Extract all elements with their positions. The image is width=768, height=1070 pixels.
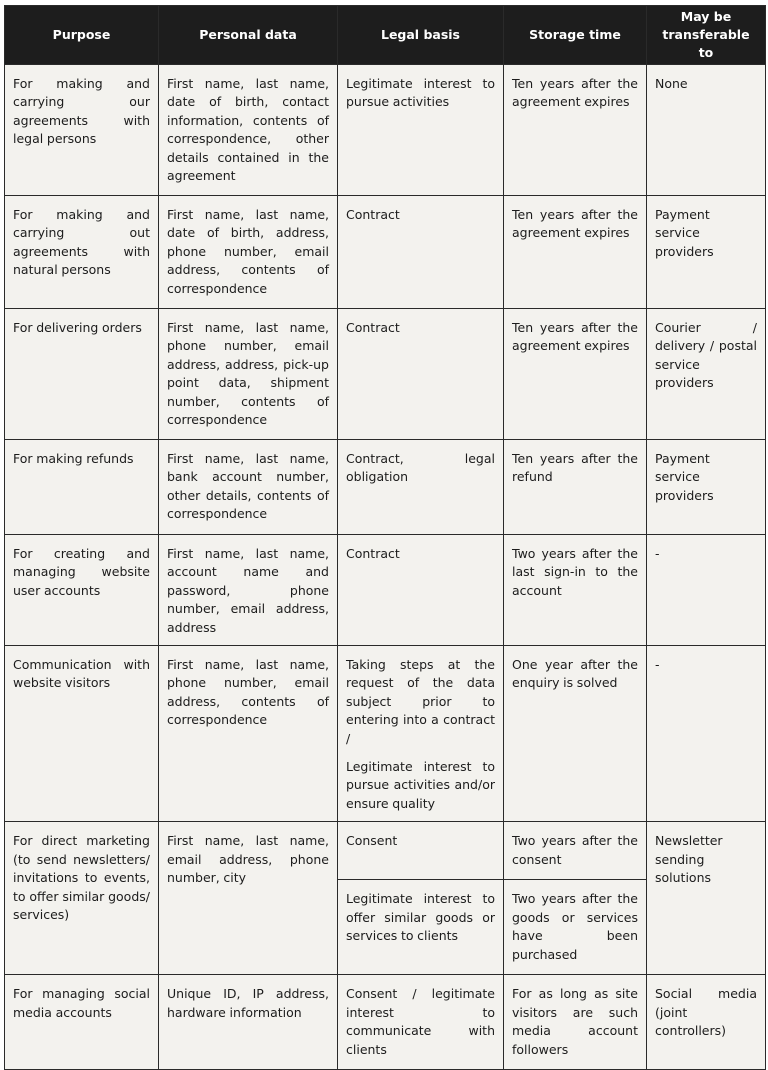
- cell-legal-basis: Contract, legal obligation: [338, 440, 504, 535]
- cell-personal-data: First name, last name, bank account number, other details, contents of correspondence: [159, 440, 338, 535]
- table-row: [5, 646, 766, 822]
- cell-legal-basis: Contract: [338, 309, 504, 440]
- cell-transferable-to: Courier / delivery / postal service providers: [647, 309, 766, 440]
- cell-purpose: For making and carrying our agreements with legal persons: [5, 65, 159, 196]
- cell-personal-data: First name, last name, account name and password, phone number, email address, address: [159, 535, 338, 646]
- table-row: [5, 440, 766, 535]
- cell-legal-basis: Contract: [338, 535, 504, 646]
- header-transferable-line2: transferable to: [662, 27, 750, 60]
- table-row: [5, 65, 766, 196]
- header-legal-basis: Legal basis: [338, 6, 504, 65]
- cell-legal-basis: Consent / legitimate interest to communicate with clients: [338, 975, 504, 1070]
- cell-storage-time: Ten years after the agreement expires: [504, 309, 647, 440]
- data-processing-table: [4, 5, 766, 1070]
- header-storage-time: Storage time: [504, 6, 647, 65]
- cell-personal-data: First name, last name, date of birth, address, phone number, email address, contents of correspondence: [159, 196, 338, 309]
- legal-basis-part-2: Legitimate interest to pursue activities and/or ensure quality: [346, 759, 495, 811]
- cell-storage-time: One year after the enquiry is solved: [504, 646, 647, 822]
- cell-legal-basis: Consent: [338, 822, 504, 880]
- header-row: [5, 6, 766, 65]
- table-header: [5, 6, 766, 65]
- cell-transferable-to: -: [647, 646, 766, 822]
- cell-legal-basis: Contract: [338, 196, 504, 309]
- cell-transferable-to: Newsletter sending solutions: [647, 822, 766, 975]
- header-transferable-to: [647, 6, 766, 65]
- table-row: [5, 196, 766, 309]
- table-body: [5, 65, 766, 1070]
- cell-legal-basis: Legitimate interest to offer similar goods or services to clients: [338, 880, 504, 975]
- cell-storage-time: Two years after the consent: [504, 822, 647, 880]
- table-row: [5, 822, 766, 880]
- cell-legal-basis: Legitimate interest to pursue activities: [338, 65, 504, 196]
- cell-transferable-to: None: [647, 65, 766, 196]
- cell-purpose: For creating and managing website user accounts: [5, 535, 159, 646]
- cell-purpose: For delivering orders: [5, 309, 159, 440]
- cell-transferable-to: Payment service providers: [647, 440, 766, 535]
- cell-purpose: For making refunds: [5, 440, 159, 535]
- cell-purpose: Communication with website visitors: [5, 646, 159, 822]
- cell-personal-data: First name, last name, phone number, email address, contents of correspondence: [159, 646, 338, 822]
- cell-storage-time: Ten years after the agreement expires: [504, 196, 647, 309]
- cell-personal-data: First name, last name, date of birth, contact information, contents of correspondence, other details contained in the agreement: [159, 65, 338, 196]
- header-purpose: Purpose: [5, 6, 159, 65]
- header-transferable-line1: May be: [680, 9, 732, 24]
- table-row: [5, 975, 766, 1070]
- cell-transferable-to: Social media (joint controllers): [647, 975, 766, 1070]
- cell-storage-time: Two years after the last sign-in to the account: [504, 535, 647, 646]
- cell-storage-time: Ten years after the refund: [504, 440, 647, 535]
- cell-personal-data: Unique ID, IP address, hardware information: [159, 975, 338, 1070]
- cell-purpose: For making and carrying out agreements with natural persons: [5, 196, 159, 309]
- cell-personal-data: First name, last name, phone number, email address, address, pick-up point data, shipment number, contents of correspondence: [159, 309, 338, 440]
- cell-storage-time: Ten years after the agreement expires: [504, 65, 647, 196]
- table-row: [5, 535, 766, 646]
- table-row: [5, 309, 766, 440]
- cell-purpose: For direct marketing (to send newsletters/ invitations to events, to offer similar goods/ services): [5, 822, 159, 975]
- cell-purpose: For managing social media accounts: [5, 975, 159, 1070]
- cell-transferable-to: Payment service providers: [647, 196, 766, 309]
- cell-storage-time: For as long as site visitors are such media account followers: [504, 975, 647, 1070]
- cell-legal-basis: [338, 646, 504, 822]
- cell-transferable-to: -: [647, 535, 766, 646]
- cell-storage-time: Two years after the goods or services have been purchased: [504, 880, 647, 975]
- data-processing-table-container: [4, 5, 765, 1070]
- cell-personal-data: First name, last name, email address, phone number, city: [159, 822, 338, 975]
- legal-basis-part-1: Taking steps at the request of the data subject prior to entering into a contract /: [346, 657, 495, 746]
- header-personal-data: Personal data: [159, 6, 338, 65]
